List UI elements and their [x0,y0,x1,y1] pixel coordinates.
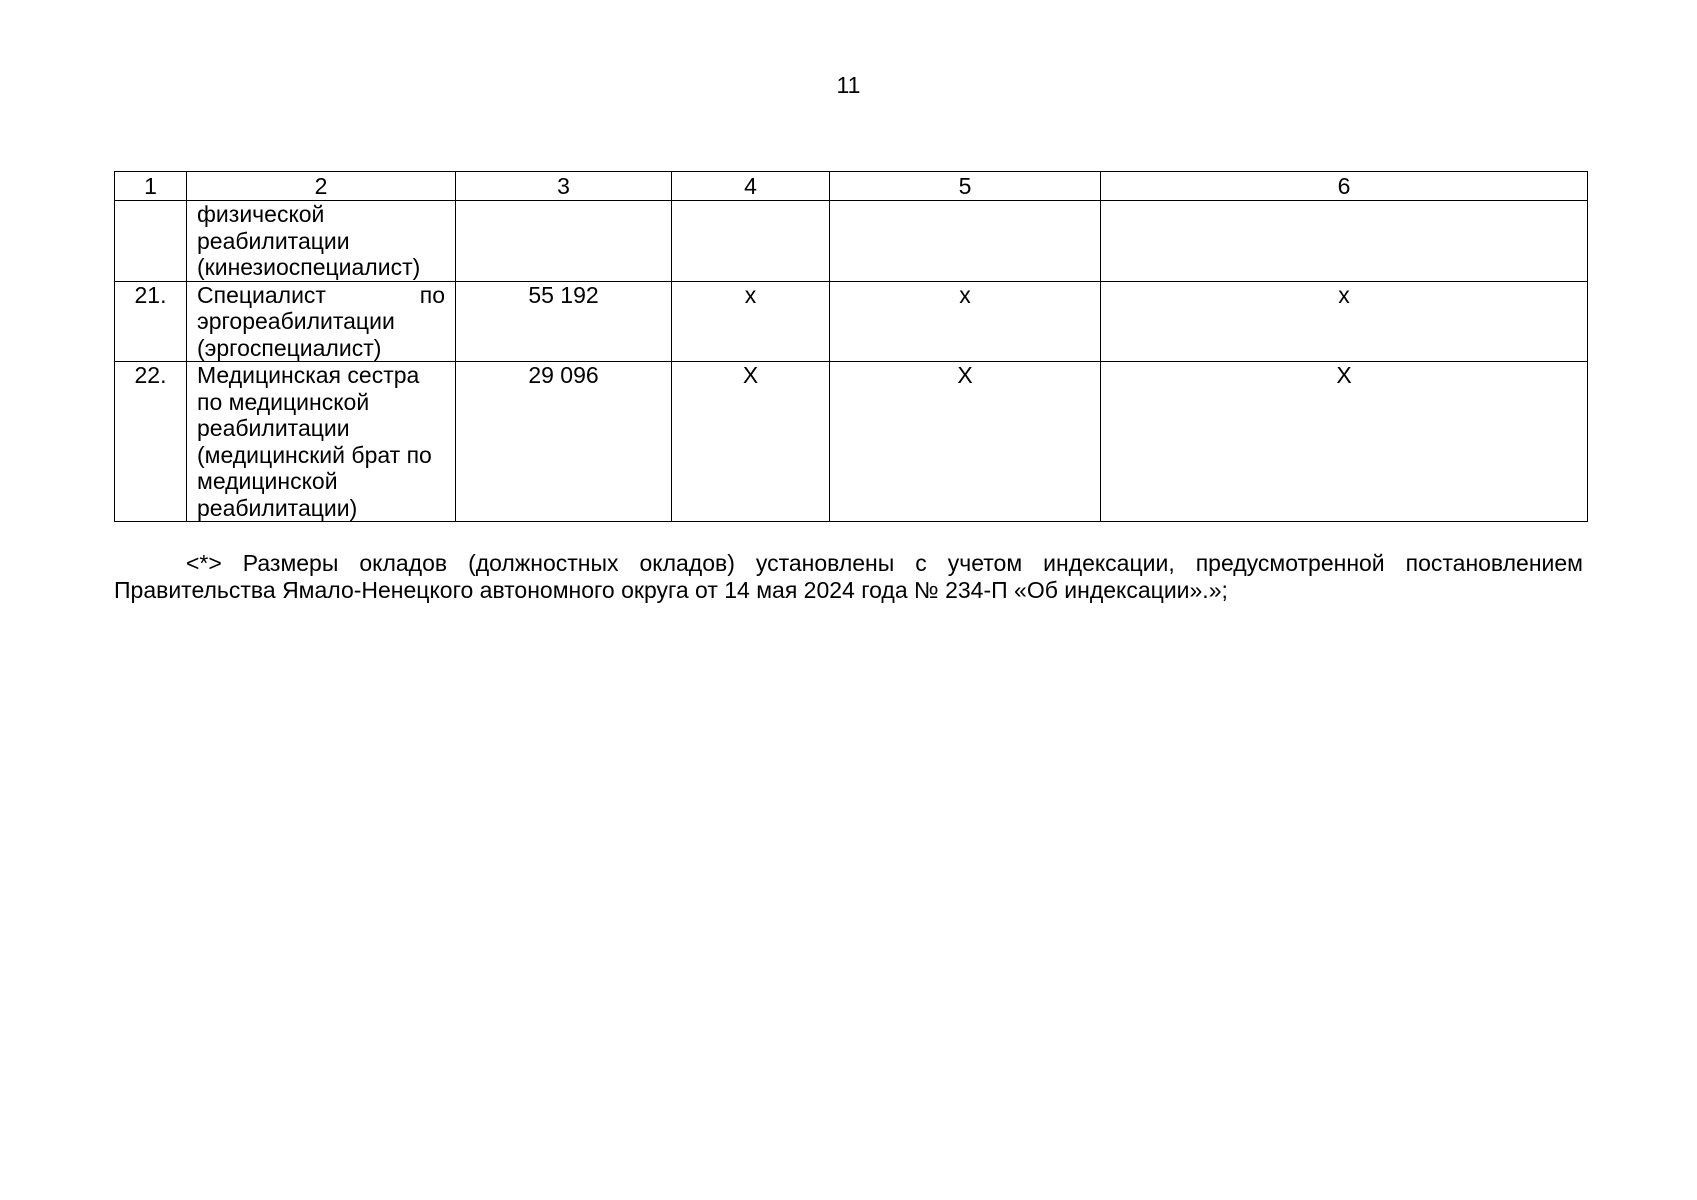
position-name-cell: Медицинская сестра по медицинской реабилитации (медицинский брат по медицинской реабилитации) [187,362,456,522]
salary-cell: 29 096 [456,362,672,522]
column-header: 3 [456,172,672,201]
salary-cell [456,201,672,282]
table-cell: X [1101,362,1588,522]
column-header: 5 [830,172,1101,201]
table-cell: X [830,362,1101,522]
row-number-cell: 22. [115,362,187,522]
table-row [115,201,1588,282]
column-header: 6 [1101,172,1588,201]
column-header: 2 [187,172,456,201]
table-header-row [115,172,1588,201]
table-cell [1101,201,1588,282]
position-name-cell: физической реабилитации (кинезиоспециалист) [187,201,456,282]
column-header: 4 [672,172,830,201]
table-row [115,362,1588,522]
row-number-cell [115,201,187,282]
table-cell: x [672,281,830,362]
row-number-cell: 21. [115,281,187,362]
salary-table [114,171,1588,522]
table-cell [672,201,830,282]
table-cell: x [1101,281,1588,362]
position-name-cell: Специалист по эргореабилитации (эргоспециалист) [187,281,456,362]
table-row [115,281,1588,362]
salary-cell: 55 192 [456,281,672,362]
table-cell: X [672,362,830,522]
table-cell [830,201,1101,282]
column-header: 1 [115,172,187,201]
table-cell: x [830,281,1101,362]
footnote: <*> Размеры окладов (должностных окладов) установлены с учетом индексации, предусмотренной постановлением Правительства Ямало-Ненецкого автономного округа от 14 мая 2024 года № 234-П «Об индексации».»; [114,550,1583,603]
page-number: 11 [836,72,861,98]
